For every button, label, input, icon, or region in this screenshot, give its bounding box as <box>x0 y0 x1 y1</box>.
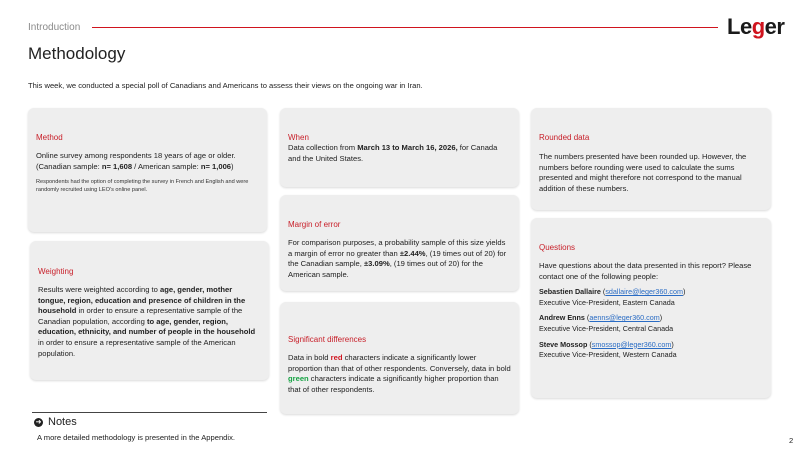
card-text <box>36 151 259 172</box>
canadian-moe: ±2.44% <box>399 248 426 258</box>
text: in order to ensure a representative sample of the American population. <box>38 337 236 358</box>
text: ( <box>587 339 592 349</box>
american-sample: n= 1,006 <box>200 161 232 171</box>
green-word: green <box>288 374 309 384</box>
contact-role: Executive Vice-President, Central Canada <box>539 323 674 333</box>
text: characters indicate a significantly higher proportion than that of other respondents. <box>288 374 499 394</box>
contact-email-link[interactable]: sdallaire@leger360.com <box>605 287 683 297</box>
text: Online survey among respondents 18 years of age or older. <box>36 151 236 160</box>
contact-email-link[interactable]: aenns@leger360.com <box>589 313 660 323</box>
rounded-card <box>531 108 771 210</box>
card-title: Significant differences <box>288 335 367 344</box>
contact-name: Andrew Enns <box>539 313 585 323</box>
text: for Canada and the United States. <box>288 143 498 163</box>
weighting-card <box>30 241 269 380</box>
leger-logo <box>727 14 784 40</box>
contact-role: Executive Vice-President, Western Canada <box>539 350 677 360</box>
text: ) <box>671 339 674 349</box>
notes-text: A more detailed methodology is presented in the Appendix. <box>37 433 235 442</box>
contact <box>539 340 763 361</box>
card-title: Method <box>36 133 63 142</box>
contact <box>539 287 763 308</box>
canadian-sample: n= 1,608 <box>101 161 133 171</box>
card-text <box>38 285 261 359</box>
text: , (19 times out of 20) for the American sample. <box>288 259 483 279</box>
american-moe: ±3.09% <box>364 259 390 269</box>
collection-dates: March 13 to March 16, 2026, <box>357 143 458 152</box>
contact <box>539 313 763 334</box>
text: For comparison purposes, a probability sample of this size yields a margin of error no greater than <box>288 238 506 258</box>
card-title: Weighting <box>38 267 74 276</box>
intro-text: This week, we conducted a special poll of Canadians and Americans to assess their views on the ongoing war in Iran. <box>28 81 423 90</box>
notes-title: Notes <box>48 416 77 428</box>
card-title: Questions <box>539 243 576 252</box>
questions-card <box>531 218 771 398</box>
bold-text: age, gender, mother tongue, region, education and presence of children in the household <box>38 285 246 316</box>
card-text: The numbers presented have been rounded up. However, the numbers before rounding were used to calculate the sums presented and might therefore not correspond to the manual addition of these numbers. <box>539 152 747 193</box>
significant-card <box>280 302 519 414</box>
logo-part-accent: g <box>751 14 765 39</box>
when-card <box>280 108 519 187</box>
contact-name: Steve Mossop <box>539 339 588 349</box>
contact-role: Executive Vice-President, Eastern Canada <box>539 297 675 307</box>
text: ( <box>584 313 590 323</box>
section-label: Introduction <box>28 22 81 33</box>
text: Data collection from <box>288 143 358 152</box>
logo-part: Le <box>727 14 752 39</box>
text: ) <box>231 161 234 171</box>
red-word: red <box>330 353 343 362</box>
card-text <box>288 353 511 395</box>
text: , (19 times out of 20) for the Canadian sample, <box>288 248 507 269</box>
text: / American sample: <box>132 161 201 171</box>
page-title: Methodology <box>28 44 126 63</box>
bold-text: to age, gender, region, education, ethnicity, and number of people in the household <box>38 316 256 337</box>
card-text <box>288 238 511 280</box>
notes-rule <box>32 412 267 413</box>
arrow-right-circle-icon: ➜ <box>35 418 42 426</box>
card-title: Rounded data <box>539 133 590 142</box>
text: Data in bold <box>288 353 331 362</box>
card-text <box>288 143 511 164</box>
text: ) <box>682 287 686 297</box>
method-card <box>28 108 267 232</box>
text: (Canadian sample: <box>36 161 102 171</box>
contact-email-link[interactable]: smossop@leger360.com <box>591 339 672 349</box>
card-title: Margin of error <box>288 220 341 229</box>
header-rule <box>92 27 718 28</box>
contact-name: Sebastien Dallaire <box>539 287 601 297</box>
method-note: Respondents had the option of completing the survey in French and English and were randomly recruited using LEO's online panel. <box>36 179 249 193</box>
notes-heading <box>34 416 77 428</box>
logo-part: er <box>764 14 785 39</box>
text: Results were weighted according to <box>38 285 160 294</box>
text: ) <box>659 313 663 323</box>
margin-card <box>280 195 519 291</box>
page-number: 2 <box>789 436 794 445</box>
text: characters indicate a significantly lower proportion than that of other respondents. Conversely, data in bold <box>288 353 511 373</box>
card-title: When <box>288 133 309 142</box>
card-text: Have questions about the data presented in this report? Please contact one of the following people: <box>539 261 752 281</box>
text: in order to ensure a representative sample of the Canadian population, according <box>38 306 243 326</box>
text: ( <box>600 287 606 297</box>
